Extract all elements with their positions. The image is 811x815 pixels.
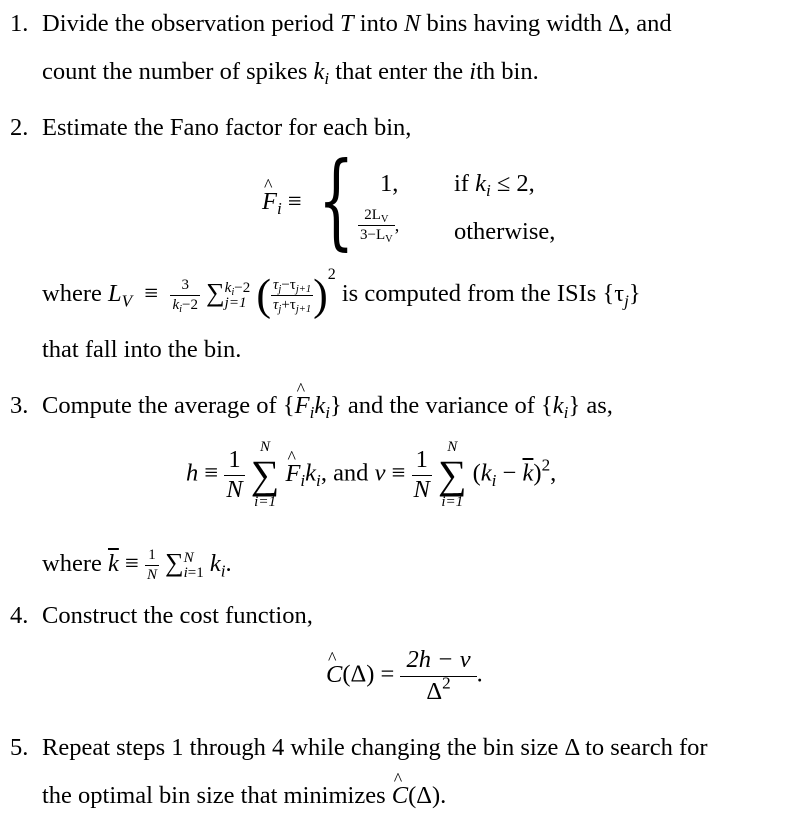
text: into: [353, 10, 405, 37]
var-k: k: [313, 58, 325, 85]
step-5-line-1: Repeat steps 1 through 4 while changing the bin size Δ to search for: [42, 734, 708, 761]
F-hat: ^ F: [262, 190, 277, 215]
step-2-number: 2.: [10, 114, 29, 141]
left-brace: {: [318, 139, 355, 261]
denominator: $3-L_V$: [360, 227, 393, 246]
text: where: [42, 550, 108, 578]
var-N: N: [404, 10, 421, 37]
text: } as,: [568, 392, 613, 419]
step-4-number: 4.: [10, 602, 29, 629]
equiv-sign: ≡: [287, 188, 302, 215]
step-5-number: 5.: [10, 734, 29, 761]
text: that enter the: [329, 58, 470, 85]
step-2-where-line: where $L_V$ ≡ $\frac{3}{k_i-2}$ ∑ $k_i-2$ j=1 ( $\frac{\tau_j-\tau_{j+1}}{\tau_j+\tau_{j+1}}$ )$^2$ is computed from the ISIs $\{\tau_j\}$: [42, 266, 641, 320]
step-2-line-3: that fall into the bin.: [42, 336, 242, 363]
cost-function-equation: ^ C(Δ) = $\frac{2h - v}{\Delta^2}$ .: [326, 648, 483, 704]
text: the optimal bin size that minimizes: [42, 782, 392, 809]
step-3-where-line: where $\overline{k}$ ≡ $\frac{1}{N}$ ∑ N i=1 $k_i$.: [42, 547, 232, 583]
step-1-number: 1.: [10, 10, 29, 37]
text: count the number of spikes: [42, 58, 314, 85]
sub-i: i: [485, 181, 491, 201]
sum-limits: $k_i-2$ j=1: [224, 279, 251, 311]
case-1-condition: [454, 170, 535, 201]
sub-i: i: [324, 69, 330, 89]
text: is computed from the ISIs {τ: [341, 280, 625, 308]
case-2-fraction: [358, 207, 395, 246]
cost-fraction: $\frac{2h - v}{\Delta^2}$: [400, 648, 476, 704]
step-3-equation: h ≡ $\frac{1}{N}$ N ∑ i=1 ^ $F_ik_i$, and v ≡ $\frac{1}{N}$ N ∑ i=1 $(k_i - \overline{k})^2$,: [186, 440, 556, 510]
isi-fraction: $\frac{\tau_j-\tau_{j+1}}{\tau_j+\tau_{j+1}}$: [273, 277, 312, 316]
step-4-line-1: Construct the cost function,: [42, 602, 313, 629]
text: ≤ 2,: [490, 170, 535, 197]
text: Divide the observation period: [42, 10, 341, 37]
var-i: i: [469, 58, 477, 85]
text: where: [42, 280, 108, 308]
sum-2: N ∑ i=1: [437, 439, 467, 510]
C-hat: ^ C: [326, 663, 342, 688]
case-1-value: 1,: [380, 170, 399, 197]
right-paren: ): [313, 270, 328, 320]
equiv-sign: ≡: [144, 280, 159, 308]
text: th bin.: [476, 58, 539, 85]
step-2-line-1: Estimate the Fano factor for each bin,: [42, 114, 412, 141]
sub-i: i: [276, 199, 282, 219]
fano-lhs: [262, 188, 302, 219]
sum-1: N ∑ i=1: [250, 439, 280, 510]
one-over-N: $\frac{1}{N}$: [226, 446, 243, 503]
var-k: k: [475, 170, 486, 197]
step-5-line-2: the optimal bin size that minimizes ^ C(Δ).: [42, 784, 446, 809]
numerator: $2L_V$: [358, 208, 395, 226]
var-T: T: [340, 10, 354, 37]
text: } and the variance of {: [329, 392, 553, 419]
var-v: v: [374, 459, 386, 487]
left-paren: (: [256, 270, 272, 320]
text: Compute the average of {: [42, 392, 295, 419]
sum-sign: ∑: [206, 278, 225, 308]
case-2-condition: otherwise,: [454, 218, 556, 245]
case-2-value: $\frac{2L_V}{3-L_V}$ ,: [360, 207, 400, 246]
text: bins having width Δ, and: [420, 10, 672, 37]
text: if: [454, 170, 476, 197]
square-exponent: 2: [327, 266, 336, 284]
one-over-N: $\frac{1}{N}$: [413, 446, 430, 503]
sub-V: V: [121, 291, 133, 311]
step-3-line-1: Compute the average of {^ $F_ik_i$} and the variance of $\{k_i\}$ as,: [42, 394, 613, 419]
three-over-k-fraction: $\frac{3}{k_i-2}$: [172, 277, 198, 316]
one-over-N-small: $\frac{1}{N}$: [146, 547, 157, 583]
F-hat: ^ F: [285, 462, 300, 487]
text: , and: [320, 459, 375, 487]
var-h: h: [186, 459, 199, 487]
C-hat: ^ C: [392, 784, 408, 809]
var-L: L: [107, 280, 122, 308]
step-1-line-1: [42, 12, 672, 37]
F-hat: ^ F: [295, 394, 310, 419]
step-1-line-2: [42, 58, 539, 89]
step-3-number: 3.: [10, 392, 29, 419]
